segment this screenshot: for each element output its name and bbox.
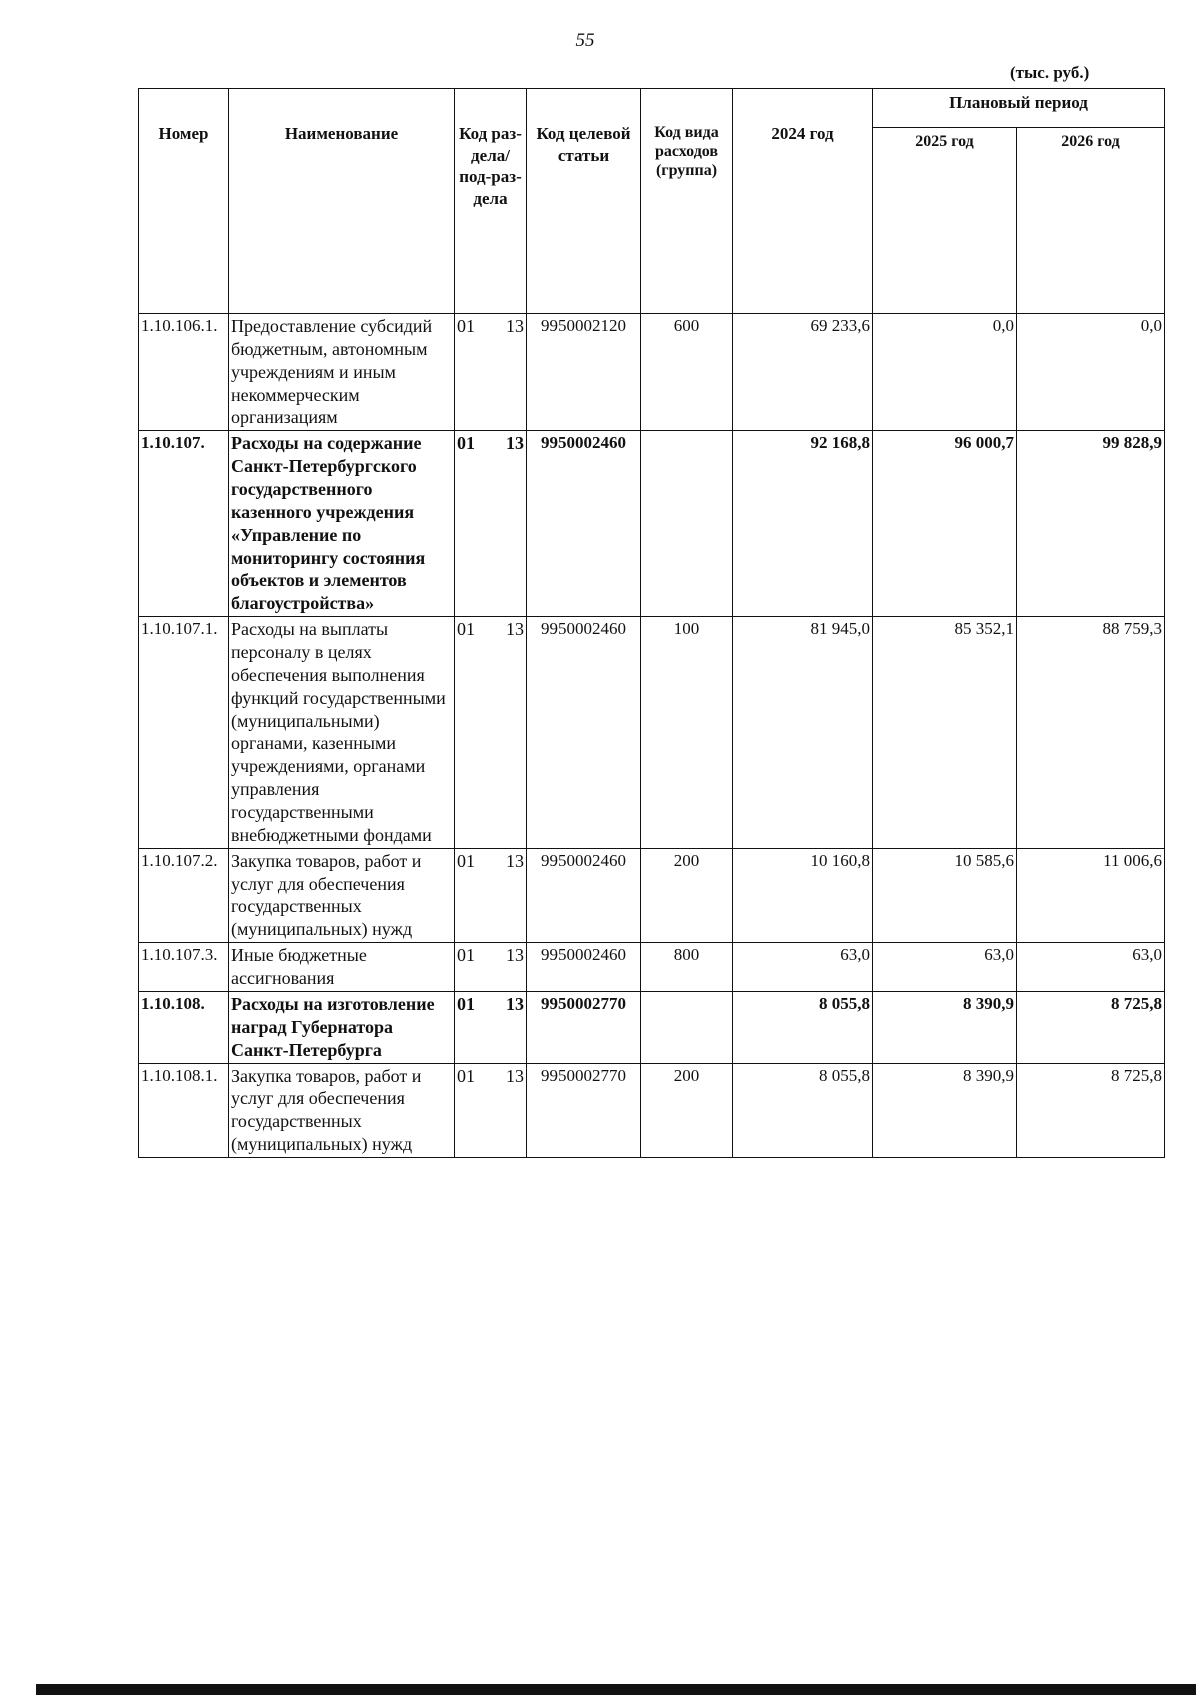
header-section-code: Код раз-дела/ под-раз-дела bbox=[455, 89, 527, 314]
row-amount-2025: 85 352,1 bbox=[873, 617, 1017, 849]
row-section-code bbox=[455, 1063, 527, 1157]
header-expense-type: Код вида расходов (группа) bbox=[641, 89, 733, 314]
row-section: 01 bbox=[457, 619, 475, 640]
row-subsection: 13 bbox=[506, 1065, 524, 1086]
row-name: Расходы на выплаты персоналу в целях обеспечения выполнения функций государственными (муниципальными) органами, казенными учреждениями, органами управления государственными внебюджетными фондами bbox=[229, 617, 455, 849]
row-expense-type: 200 bbox=[641, 1063, 733, 1157]
table-row bbox=[139, 848, 1165, 942]
row-subsection: 13 bbox=[506, 619, 524, 640]
header-planning-period: Плановый период bbox=[873, 89, 1165, 128]
row-number: 1.10.107. bbox=[139, 431, 229, 617]
row-expense-type bbox=[641, 991, 733, 1063]
row-name: Расходы на содержание Санкт-Петербургского государственного казенного учреждения «Управление по мониторингу состояния объектов и элементов благоустройства» bbox=[229, 431, 455, 617]
header-number: Номер bbox=[139, 89, 229, 314]
row-amount-2024: 8 055,8 bbox=[733, 991, 873, 1063]
row-section: 01 bbox=[457, 433, 475, 454]
row-subsection: 13 bbox=[506, 993, 524, 1014]
row-amount-2024: 10 160,8 bbox=[733, 848, 873, 942]
row-amount-2025: 63,0 bbox=[873, 943, 1017, 992]
row-amount-2026: 99 828,9 bbox=[1017, 431, 1165, 617]
table-row bbox=[139, 617, 1165, 849]
row-amount-2026: 8 725,8 bbox=[1017, 991, 1165, 1063]
row-number: 1.10.106.1. bbox=[139, 314, 229, 431]
row-number: 1.10.108.1. bbox=[139, 1063, 229, 1157]
row-subsection: 13 bbox=[506, 316, 524, 336]
row-amount-2024: 69 233,6 bbox=[733, 314, 873, 431]
row-amount-2024: 63,0 bbox=[733, 943, 873, 992]
row-name: Предоставление субсидий бюджетным, автономным учреждениям и иным некоммерческим организациям bbox=[229, 314, 455, 431]
row-name: Закупка товаров, работ и услуг для обеспечения государственных (муниципальных) нужд bbox=[229, 1063, 455, 1157]
row-target-code: 9950002460 bbox=[527, 848, 641, 942]
row-section-code bbox=[455, 314, 527, 431]
row-number: 1.10.107.1. bbox=[139, 617, 229, 849]
table-row bbox=[139, 943, 1165, 992]
row-amount-2025: 0,0 bbox=[873, 314, 1017, 431]
row-number: 1.10.108. bbox=[139, 991, 229, 1063]
row-target-code: 9950002460 bbox=[527, 943, 641, 992]
budget-table bbox=[138, 88, 1165, 1158]
row-expense-type: 800 bbox=[641, 943, 733, 992]
row-name: Закупка товаров, работ и услуг для обеспечения государственных (муниципальных) нужд bbox=[229, 848, 455, 942]
header-target-code: Код целевой статьи bbox=[527, 89, 641, 314]
row-section-code bbox=[455, 617, 527, 849]
row-target-code: 9950002770 bbox=[527, 991, 641, 1063]
row-name: Иные бюджетные ассигнования bbox=[229, 943, 455, 992]
row-expense-type: 200 bbox=[641, 848, 733, 942]
row-target-code: 9950002460 bbox=[527, 431, 641, 617]
row-section-code bbox=[455, 848, 527, 942]
row-target-code: 9950002120 bbox=[527, 314, 641, 431]
table-row bbox=[139, 431, 1165, 617]
row-number: 1.10.107.2. bbox=[139, 848, 229, 942]
row-expense-type: 600 bbox=[641, 314, 733, 431]
row-amount-2026: 8 725,8 bbox=[1017, 1063, 1165, 1157]
row-amount-2024: 8 055,8 bbox=[733, 1063, 873, 1157]
row-section: 01 bbox=[457, 316, 475, 336]
header-year-2025: 2025 год bbox=[873, 128, 1017, 314]
row-target-code: 9950002770 bbox=[527, 1063, 641, 1157]
unit-label: (тыс. руб.) bbox=[1010, 63, 1090, 82]
header-row-top bbox=[139, 89, 1165, 128]
row-section-code bbox=[455, 943, 527, 992]
row-amount-2024: 81 945,0 bbox=[733, 617, 873, 849]
row-section: 01 bbox=[457, 945, 475, 966]
row-section-code bbox=[455, 991, 527, 1063]
row-number: 1.10.107.3. bbox=[139, 943, 229, 992]
table-row bbox=[139, 1063, 1165, 1157]
row-amount-2026: 88 759,3 bbox=[1017, 617, 1165, 849]
row-subsection: 13 bbox=[506, 850, 524, 871]
row-amount-2026: 63,0 bbox=[1017, 943, 1165, 992]
row-amount-2025: 10 585,6 bbox=[873, 848, 1017, 942]
row-amount-2025: 8 390,9 bbox=[873, 991, 1017, 1063]
row-section: 01 bbox=[457, 993, 475, 1014]
row-name: Расходы на изготовление наград Губернатора Санкт-Петербурга bbox=[229, 991, 455, 1063]
row-expense-type bbox=[641, 431, 733, 617]
row-subsection: 13 bbox=[506, 945, 524, 966]
header-year-2026: 2026 год bbox=[1017, 128, 1165, 314]
row-subsection: 13 bbox=[506, 433, 524, 454]
row-amount-2026: 11 006,6 bbox=[1017, 848, 1165, 942]
row-section: 01 bbox=[457, 1065, 475, 1086]
row-amount-2025: 96 000,7 bbox=[873, 431, 1017, 617]
header-name: Наименование bbox=[229, 89, 455, 314]
table-row bbox=[139, 991, 1165, 1063]
row-section: 01 bbox=[457, 850, 475, 871]
header-year-2024: 2024 год bbox=[733, 89, 873, 314]
table-row bbox=[139, 314, 1165, 431]
row-amount-2024: 92 168,8 bbox=[733, 431, 873, 617]
scan-edge-bar bbox=[36, 1684, 1196, 1695]
row-amount-2026: 0,0 bbox=[1017, 314, 1165, 431]
row-section-code bbox=[455, 431, 527, 617]
row-target-code: 9950002460 bbox=[527, 617, 641, 849]
row-amount-2025: 8 390,9 bbox=[873, 1063, 1017, 1157]
row-expense-type: 100 bbox=[641, 617, 733, 849]
page-number: 55 bbox=[575, 30, 595, 51]
